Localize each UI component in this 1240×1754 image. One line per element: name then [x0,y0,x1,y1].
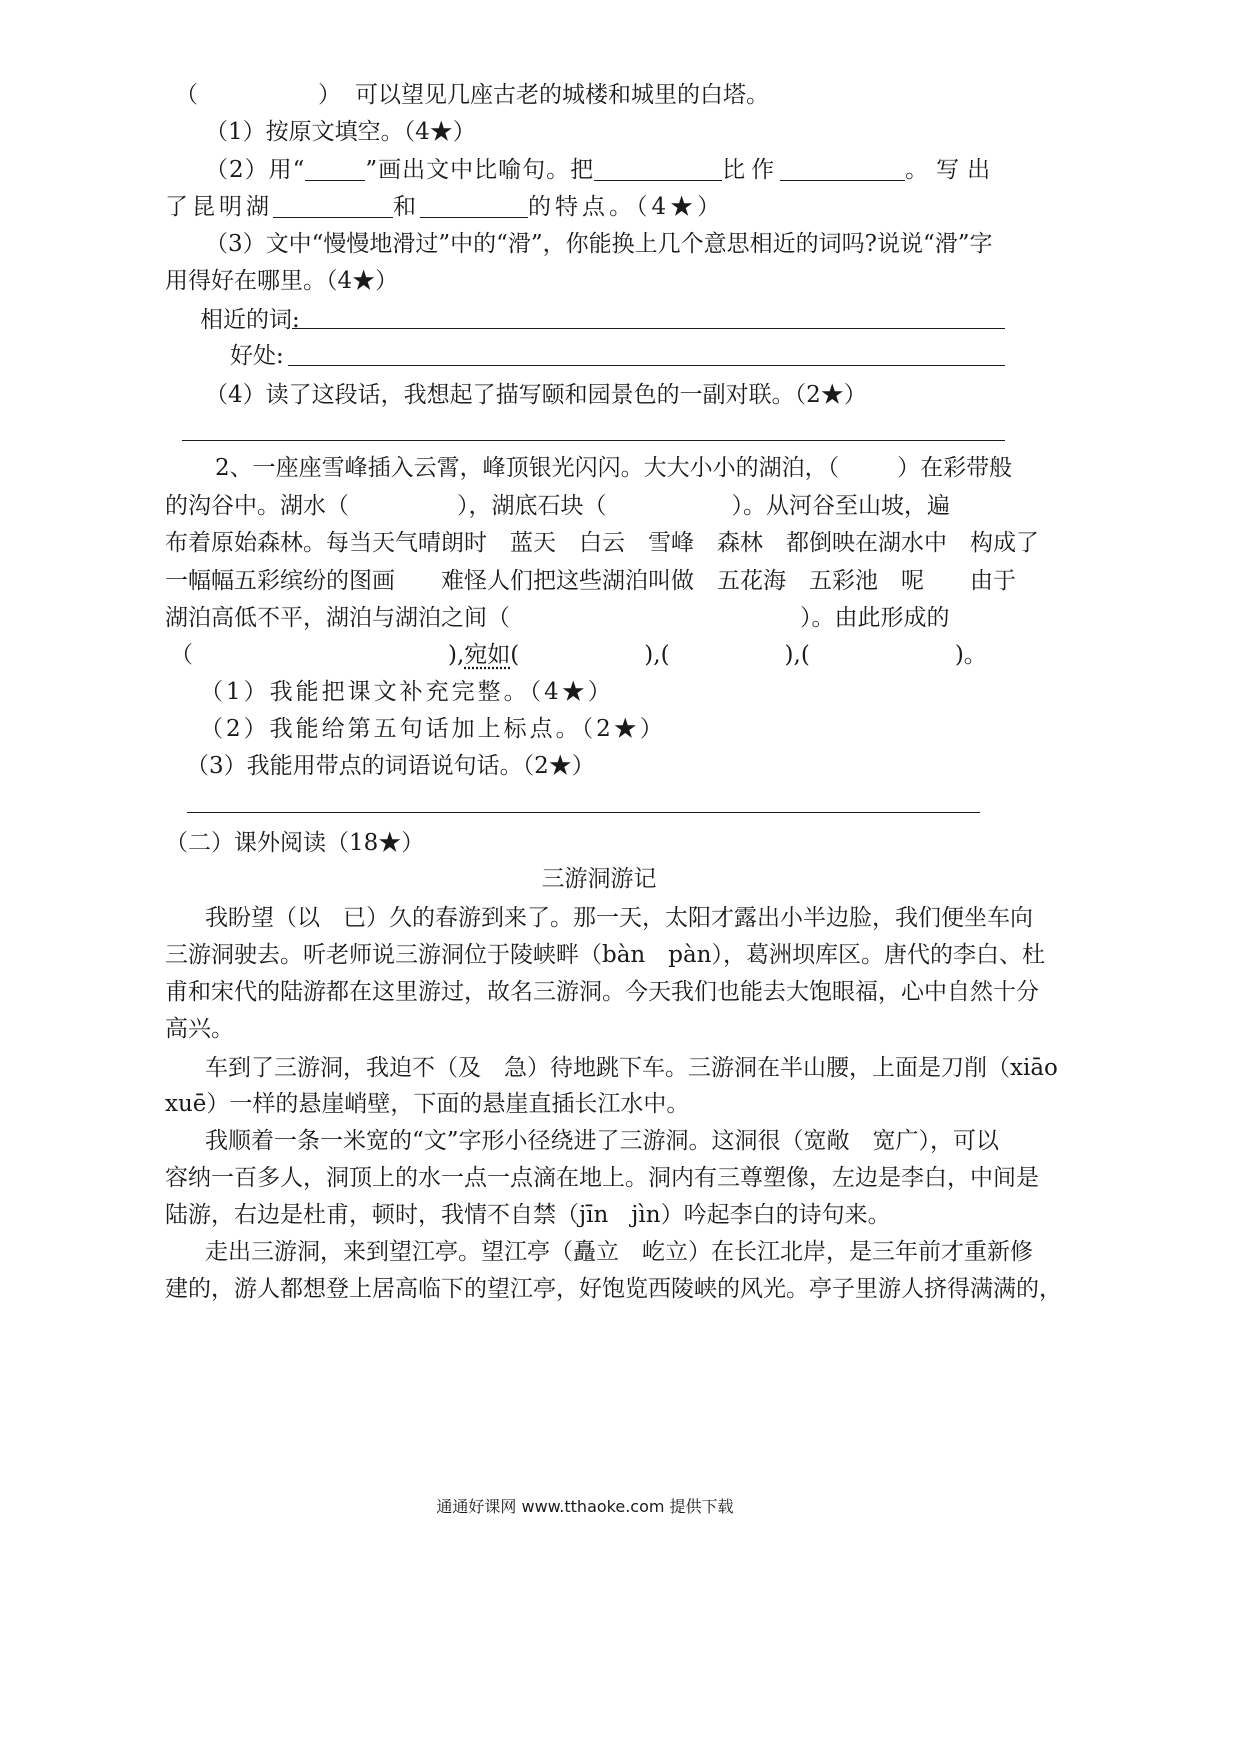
paragraph-line: 陆游，右边是杜甫，顿时，我情不自禁（jīn jìn）吟起李白的诗句来。 [165,1202,891,1228]
passage2-line-6: （ ),宛如( ),( ),( )。 [170,642,987,668]
passage2-line-4: 一幅幅五彩缤纷的图画 难怪人们把这些湖泊叫做 五花海 五彩池 呢 由于 [165,568,1016,594]
passage2-line-2: 的沟谷中。湖水（ ），湖底石块（ ）。从河谷至山坡，遍 [165,493,950,519]
passage2-question-1: （1）我能把课文补充完整。（4★） [200,679,614,705]
paragraph-line: 建的，游人都想登上居高临下的望江亭，好饱览西陵峡的风光。亭子里游人挤得满满的， [165,1276,1062,1302]
article-title: 三游洞游记 [541,866,657,892]
passage2-question-3: （3）我能用带点的词语说句话。（2★） [186,753,595,779]
blank-line[interactable] [305,158,365,181]
passage-text: 可以望见几座古老的城楼和城里的白塔。 [355,82,769,108]
dotted-word: 宛如 [464,642,511,668]
paragraph-line: 容纳一百多人，洞顶上的水一点一点滴在地上。洞内有三尊塑像，左边是李白，中间是 [165,1165,1039,1191]
question-4: （4）读了这段话，我想起了描写颐和园景色的一副对联。（2★） [205,382,867,408]
blank-line[interactable] [780,158,905,181]
passage2-line-1: 2、一座座雪峰插入云霄，峰顶银光闪闪。大大小小的湖泊，（ ）在彩带般 [215,455,1013,481]
section-heading: （二）课外阅读（18★） [165,830,425,856]
similar-words-label: 相近的词: [200,307,300,333]
paren-open: （ [175,82,198,108]
paren-close: ） [318,82,341,108]
answer-line[interactable] [187,812,980,813]
paragraph-line: 走出三游洞，来到望江亭。望江亭（矗立 屹立）在长江北岸，是三年前才重新修 [205,1239,1033,1265]
passage2-question-2: （2）我能给第五句话加上标点。（2★） [200,716,666,742]
question-2: （2）用“ ”画出文中比喻句。把 比作 。写出 [205,157,999,183]
question-3-cont: 用得好在哪里。（4★） [165,268,399,294]
passage2-line-5: 湖泊高低不平，湖泊与湖泊之间（ ）。由此形成的 [165,605,950,631]
paragraph-line: 三游洞驶去。听老师说三游洞位于陵峡畔（bàn pàn），葛洲坝库区。唐代的李白、杜 [165,942,1045,968]
question-1: （1）按原文填空。（4★） [205,119,476,145]
paragraph-line: 我盼望（以 已）久的春游到来了。那一天，太阳才露出小半边脸，我们便坐车向 [205,905,1033,931]
paragraph-line: 高兴。 [165,1016,234,1042]
answer-line[interactable] [182,440,1005,441]
passage-line [175,80,769,110]
blank-line[interactable] [594,158,722,181]
benefit-label: 好处: [230,343,284,369]
paragraph-line: 甫和宋代的陆游都在这里游过，故名三游洞。今天我们也能去大饱眼福，心中自然十分 [165,979,1039,1005]
paragraph-line: 我顺着一条一米宽的“文”字形小径绕进了三游洞。这洞很（宽敞 宽广），可以 [205,1128,1000,1154]
passage2-line-3: 布着原始森林。每当天气晴朗时 蓝天 白云 雪峰 森林 都倒映在湖水中 构成了 [165,530,1039,556]
blank-line[interactable] [420,195,528,218]
answer-line[interactable] [292,328,1005,329]
question-3: （3）文中“慢慢地滑过”中的“滑”，你能换上几个意思相近的词吗?说说“滑”字 [205,231,993,257]
paragraph-line: 车到了三游洞，我迫不（及 急）待地跳下车。三游洞在半山腰，上面是刀削（xiāo [205,1055,1058,1081]
question-2-cont: 了昆明湖 和 的特点。（4★） [165,194,725,220]
paragraph-line: xuē）一样的悬崖峭壁，下面的悬崖直插长江水中。 [165,1091,690,1117]
answer-line[interactable] [288,365,1005,366]
footer-text: 通通好课网 www.tthaoke.com 提供下载 [436,1497,734,1516]
blank-line[interactable] [273,195,393,218]
